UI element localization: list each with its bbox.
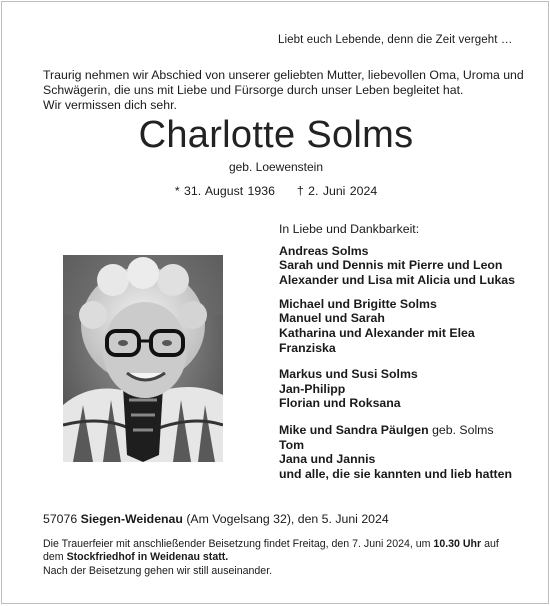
portrait-illustration bbox=[63, 255, 223, 462]
family-name-bold: Mike und Sandra Päulgen bbox=[279, 423, 429, 438]
birth-date: * 31. August 1936 bbox=[174, 184, 275, 198]
intro-line: Traurig nehmen wir Abschied von unserer geliebten Mutter, liebevollen Oma, Uroma und bbox=[43, 68, 524, 82]
intro-text bbox=[43, 68, 523, 113]
family-line: Andreas Solms bbox=[279, 243, 369, 258]
deceased-name: Charlotte Solms bbox=[138, 114, 414, 156]
funeral-text: dem bbox=[43, 551, 67, 564]
family-line: Franziska bbox=[279, 340, 336, 355]
family-line bbox=[279, 423, 515, 438]
family-group bbox=[279, 423, 515, 481]
family-line: Michael und Brigitte Solms bbox=[279, 296, 437, 311]
family-line: Jana und Jannis bbox=[279, 452, 376, 467]
funeral-line: Nach der Beisetzung gehen wir still auseinander. bbox=[43, 564, 273, 577]
family-line: und alle, die sie kannten und lieb hatten bbox=[279, 466, 512, 481]
funeral-line bbox=[43, 551, 517, 564]
address-date: (Am Vogelsang 32), den 5. Juni 2024 bbox=[186, 512, 389, 526]
funeral-text: Die Trauerfeier mit anschließender Beisetzung findet Freitag, den 7. Juni 2024, um bbox=[43, 538, 434, 550]
family-line: Jan-Philipp bbox=[279, 381, 346, 396]
family-intro: In Liebe und Dankbarkeit: bbox=[279, 222, 420, 236]
mourners-list bbox=[279, 222, 515, 491]
family-line: Sarah und Dennis mit Pierre und Leon bbox=[279, 258, 503, 273]
family-line: Manuel und Sarah bbox=[279, 311, 385, 326]
family-line: Florian und Roksana bbox=[279, 396, 401, 411]
intro-line: Schwägerin, die uns mit Liebe und Fürsorge durch unser Leben begleitet hat. bbox=[43, 83, 464, 97]
portrait-photo bbox=[63, 255, 223, 462]
postcode: 57076 bbox=[43, 512, 78, 526]
obituary-notice bbox=[1, 1, 549, 604]
funeral-info bbox=[43, 538, 517, 578]
birth-name: geb. Loewenstein bbox=[228, 160, 324, 174]
family-line: Markus und Susi Solms bbox=[279, 367, 418, 382]
motto-quote: Liebt euch Lebende, denn die Zeit vergeht … bbox=[278, 34, 513, 46]
family-maiden-name: geb. Solms bbox=[432, 423, 494, 438]
family-line: Katharina und Alexander mit Elea bbox=[279, 326, 475, 341]
city: Siegen-Weidenau bbox=[80, 512, 183, 526]
family-line: Tom bbox=[279, 437, 305, 452]
funeral-text: auf bbox=[481, 538, 499, 550]
intro-line: Wir vermissen dich sehr. bbox=[43, 98, 177, 112]
place-and-date bbox=[43, 512, 389, 526]
family-group bbox=[279, 244, 515, 288]
death-date: † 2. Juni 2024 bbox=[296, 184, 378, 198]
life-dates bbox=[2, 184, 550, 198]
funeral-time: 10.30 Uhr bbox=[433, 538, 482, 550]
family-group bbox=[279, 367, 515, 411]
family-line: Alexander und Lisa mit Alicia und Lukas bbox=[279, 272, 515, 287]
cemetery-name: Stockfriedhof in Weidenau statt. bbox=[66, 551, 229, 564]
funeral-line bbox=[43, 538, 517, 551]
family-group bbox=[279, 297, 515, 355]
